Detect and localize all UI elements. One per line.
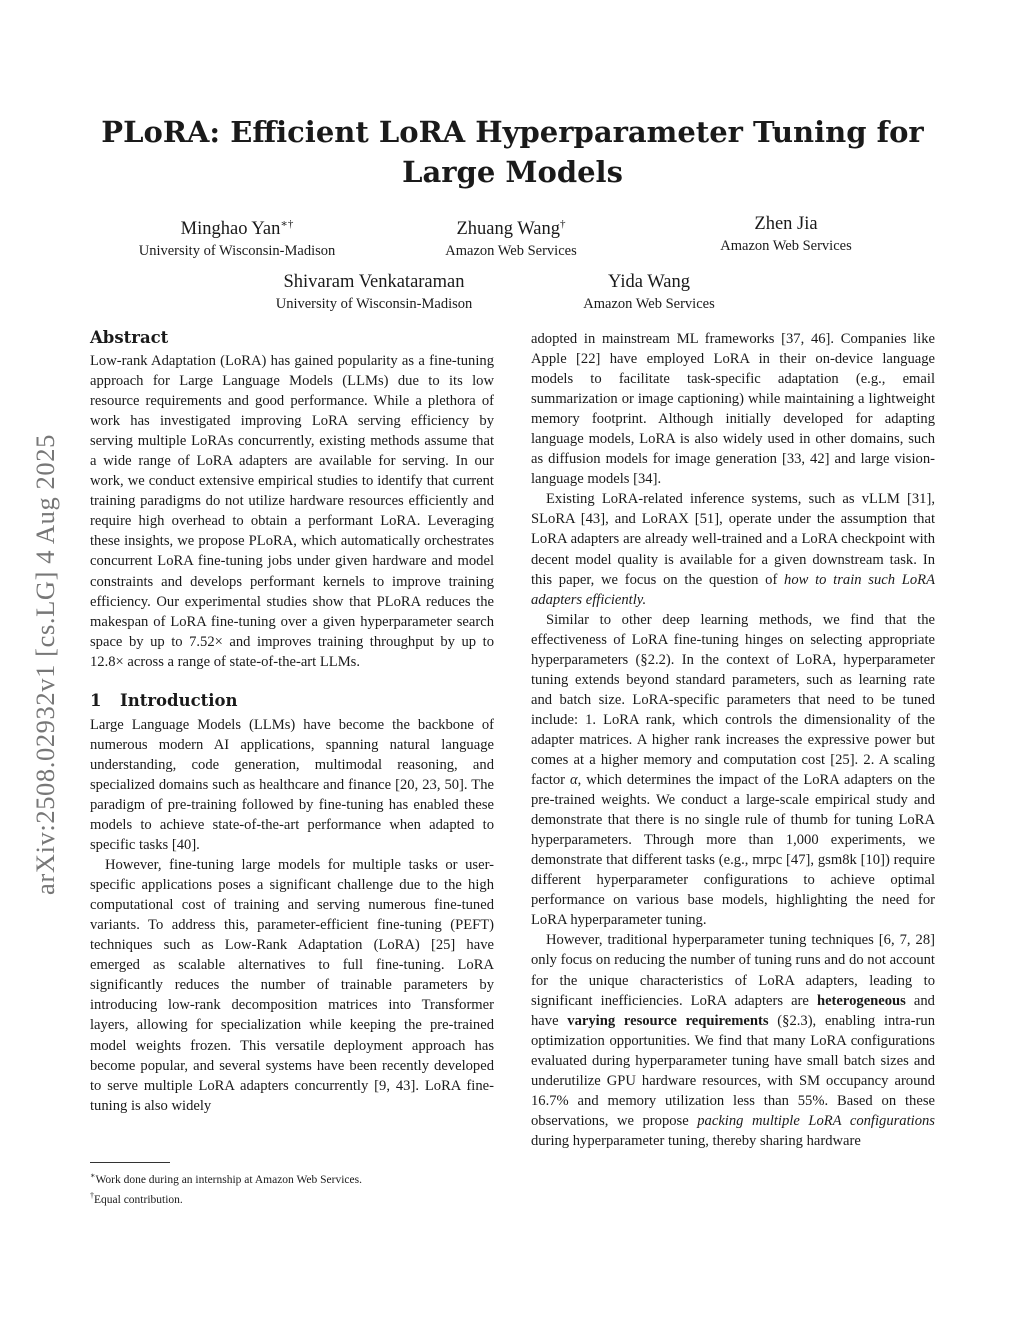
bold-term: heterogeneous xyxy=(816,992,906,1009)
body-paragraph: However, fine-tuning large models for multiple tasks or user-specific applications poses a significant challenge due to the high computational cost of training and serving numerous fine-tuned variants. To address this, parameter-efficient fine-tuning (PEFT) techniques such as Low-Rank Adaptation (LoRA) [25] have emerged as scalable alternatives to full fine-tuning. LoRA significantly reduces the number of trainable parameters by introducing low-rank decomposition matrices into Transformer layers, allowing for specialization while keeping the pre-trained model weights frozen. This versatile deployment approach has become popular, and several systems have been recently developed to serve multiple LoRA adapters concurrently [9, 43]. LoRA fine-tuning is also widely xyxy=(90,857,494,1114)
arxiv-identifier-stamp xyxy=(30,376,60,952)
footnote: †Equal contribution. xyxy=(90,1190,183,1206)
author-block xyxy=(92,212,382,261)
author-affiliation: University of Wisconsin-Madison xyxy=(275,296,473,312)
section-heading xyxy=(90,689,494,713)
author-affiliation: Amazon Web Services xyxy=(720,238,852,254)
body-paragraph: Similar to other deep learning methods, we find that the effectiveness of LoRA fine-tuning hinges on selecting appropriate hyperparameters (§2.2). In the context of LoRA, hyperparameter tuning extends beyond standard parameters, such as learning rate and batch size. LoRA-specific parameters that need to be tuned include: 1. LoRA rank, which controls the dimensionality of the adapter matrices. A higher rank increases the expressive power but comes at a higher memory and computation cost [25]. 2. A scaling factor α, which determines the impact of the LoRA adapters on the pre-trained weights. We conduct a large-scale empirical study and demonstrate that there is no single rule of thumb for tuning LoRA hyperparameters. Through more than 1,000 experiments, we demonstrate that different tasks (e.g., mrpc [47], gsm8k [10]) require different hyperparameter configurations to achieve optimal performance on various base models, highlighting the need for LoRA hyperparameter tuning. xyxy=(531,611,935,929)
footnote-divider xyxy=(90,1162,170,1163)
author-name: Minghao Yan∗† xyxy=(180,218,294,240)
author-footnote-marks: ∗† xyxy=(280,218,294,230)
abstract-heading: Abstract xyxy=(90,328,169,347)
section-title: Introduction xyxy=(120,690,238,710)
abstract-text: Low-rank Adaptation (LoRA) has gained popularity as a fine-tuning approach for Large Language Models (LLMs) due to its low resource requirements and good performance. While a plethora of work has investigated improving LoRA serving efficiency by serving multiple LoRAs concurrently, existing methods assume that a wide range of LoRA adapters are available for serving. In our work, we conduct extensive empirical studies to identify that current training paradigms do not utilize hardware resources efficiently and require high overhead to obtain a performant LoRA. Leveraging these insights, we propose PLoRA, which automatically orchestrates concurrent LoRA fine-tuning jobs under given hardware and model constraints and develops performant kernels to improve training efficiency. Our experimental studies show that PLoRA reduces the makespan of LoRA fine-tuning over a given hyperparameter search space by up to 7.52× and improves training throughput by up to 12.8× across a range of state-of-the-art LLMs. xyxy=(90,353,494,670)
body-paragraph: Existing LoRA-related inference systems, such as vLLM [31], SLoRA [43], and LoRAX [51], operate under the assumption that LoRA adapters are already well-trained and a LoRA checkpoint with decent model quality is available for a given downstream task. In this paper, we focus on the question of how to train such LoRA adapters efficiently. xyxy=(531,491,935,608)
author-name: Shivaram Venkataraman xyxy=(283,272,465,292)
footnotes xyxy=(90,1168,510,1208)
body-paragraph: Large Language Models (LLMs) have become the backbone of numerous modern AI applications, spanning natural language understanding, code generation, multimodal reasoning, and specialized domains such as healthcare and finance [20, 23, 50]. The paradigm of pre-training followed by fine-tuning has enabled these models to achieve state-of-the-art performance when adapted to specific tasks [40]. xyxy=(90,716,494,854)
author-block xyxy=(366,212,656,261)
author-block xyxy=(641,212,931,256)
author-affiliation: University of Wisconsin-Madison xyxy=(138,243,336,260)
bold-term: varying resource requirements xyxy=(567,1012,769,1029)
section-number: 1 xyxy=(90,690,102,710)
paper-title: PLoRA: Efficient LoRA Hyperparameter Tuning for Large Models xyxy=(101,115,924,189)
right-column xyxy=(531,329,935,1151)
author-name: Yida Wang xyxy=(608,272,690,292)
body-paragraph: However, traditional hyperparameter tuning techniques [6, 7, 28] only focus on reducing the number of tuning runs and do not account for the unique characteristics of LoRA adapters, leading to significant inefficiencies. LoRA adapters are heterogeneous and have varying resource requirements (§2.3), enabling intra-run optimization opportunities. We find that many LoRA configurations evaluated during hyperparameter tuning have small batch sizes and underutilize GPU hardware resources, with SM occupancy around 16.7% and memory utilization less than 55%. Based on these observations, we propose packing multiple LoRA configurations during hyperparameter tuning, thereby sharing hardware xyxy=(531,932,935,1149)
emphasis-text: how to train such LoRA adapters efficiently. xyxy=(531,571,935,608)
math-symbol: α xyxy=(570,772,578,789)
author-name: Zhuang Wang† xyxy=(456,218,566,240)
emphasis-text: packing multiple LoRA configurations xyxy=(697,1112,935,1129)
author-affiliation: Amazon Web Services xyxy=(445,243,577,260)
arxiv-identifier-text: arXiv:2508.02932v1 [cs.LG] 4 Aug 2025 xyxy=(29,433,60,895)
footnote: ∗Work done during an internship at Amazon Web Services. xyxy=(90,1171,362,1186)
author-block xyxy=(229,270,519,314)
body-paragraph: adopted in mainstream ML frameworks [37, 46]. Companies like Apple [22] have employed LoRA in their on-device language models to facilitate task-specific adaptation (e.g., email summarization or image captioning) while maintaining a lightweight memory footprint. Although initially developed for adapting language models, LoRA is also widely used in other domains, such as diffusion models for image generation [33, 42] and large vision-language models [34]. xyxy=(531,331,935,488)
author-block xyxy=(504,270,794,314)
author-footnote-marks: † xyxy=(560,218,566,230)
author-name: Zhen Jia xyxy=(754,214,818,234)
left-column xyxy=(90,326,494,1116)
author-affiliation: Amazon Web Services xyxy=(583,296,715,312)
